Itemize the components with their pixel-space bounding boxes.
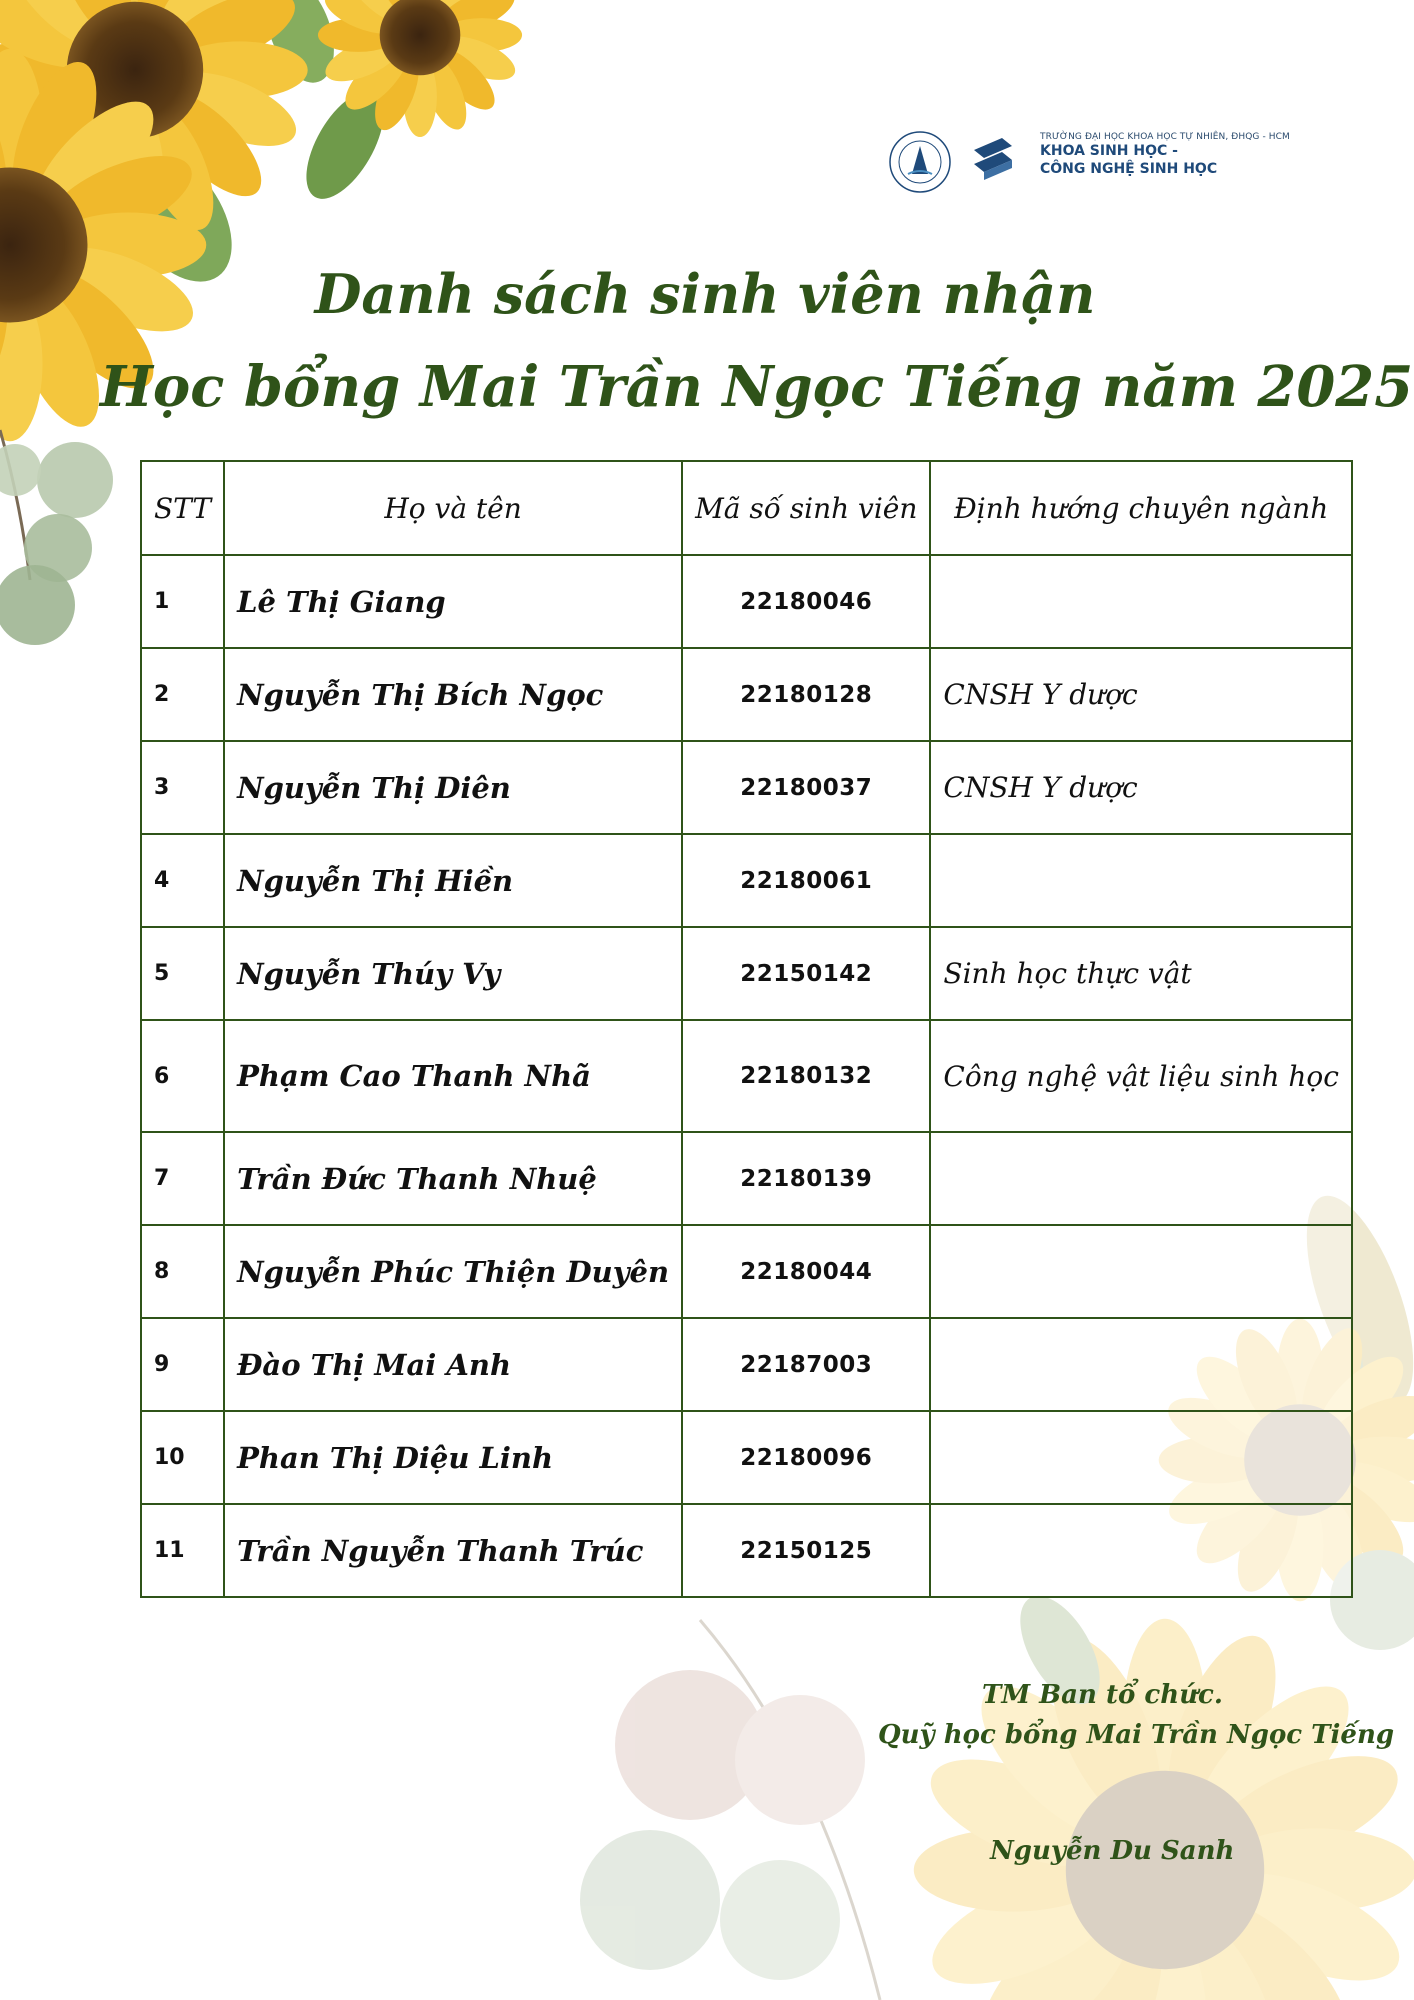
cell-student-id: 22150125 (682, 1504, 930, 1597)
table-row (141, 1132, 1352, 1225)
table-row (141, 1318, 1352, 1411)
cell-name: Phan Thị Diệu Linh (224, 1411, 682, 1504)
cell-stt: 2 (141, 648, 224, 741)
table-row (141, 741, 1352, 834)
cell-stt: 11 (141, 1504, 224, 1597)
cell-student-id: 22180046 (682, 555, 930, 648)
cell-student-id: 22180132 (682, 1020, 930, 1132)
scholarship-recipients-table (140, 460, 1353, 1598)
cell-name: Nguyễn Phúc Thiện Duyên (224, 1225, 682, 1318)
cell-student-id: 22180096 (682, 1411, 930, 1504)
cell-name: Nguyễn Thị Hiền (224, 834, 682, 927)
signature-organizer: TM Ban tổ chức. (982, 1680, 1223, 1710)
table-row (141, 1020, 1352, 1132)
cell-major (930, 834, 1352, 927)
table-row (141, 927, 1352, 1020)
cell-stt: 7 (141, 1132, 224, 1225)
cell-stt: 4 (141, 834, 224, 927)
cell-major: CNSH Y dược (930, 741, 1352, 834)
cell-name: Nguyễn Thúy Vy (224, 927, 682, 1020)
table-row (141, 1504, 1352, 1597)
university-name: TRƯỜNG ĐẠI HỌC KHOA HỌC TỰ NHIÊN, ĐHQG - HCM (1040, 132, 1290, 142)
cell-major (930, 1225, 1352, 1318)
cell-major (930, 1132, 1352, 1225)
cell-major: Công nghệ vật liệu sinh học (930, 1020, 1352, 1132)
table-row (141, 1411, 1352, 1504)
cell-student-id: 22187003 (682, 1318, 930, 1411)
table-row (141, 555, 1352, 648)
header-student-id: Mã số sinh viên (682, 461, 930, 555)
faculty-name-line2: CÔNG NGHỆ SINH HỌC (1040, 161, 1218, 177)
cell-student-id: 22180044 (682, 1225, 930, 1318)
cell-name: Nguyễn Thị Bích Ngọc (224, 648, 682, 741)
cell-stt: 8 (141, 1225, 224, 1318)
eucalyptus-decoration (580, 1620, 880, 2000)
signature-fund-name: Quỹ học bổng Mai Trần Ngọc Tiếng (878, 1720, 1395, 1750)
cell-student-id: 22180139 (682, 1132, 930, 1225)
table-row (141, 834, 1352, 927)
cell-name: Trần Đức Thanh Nhuệ (224, 1132, 682, 1225)
cell-student-id: 22180037 (682, 741, 930, 834)
header-logos (884, 128, 1294, 200)
cell-name: Phạm Cao Thanh Nhã (224, 1020, 682, 1132)
table-header-row (141, 461, 1352, 555)
table-row (141, 1225, 1352, 1318)
faculty-logo (974, 138, 1012, 180)
cell-stt: 5 (141, 927, 224, 1020)
cell-student-id: 22180128 (682, 648, 930, 741)
header-name: Họ và tên (224, 461, 682, 555)
cell-stt: 3 (141, 741, 224, 834)
header-stt: STT (141, 461, 224, 555)
cell-name: Nguyễn Thị Diên (224, 741, 682, 834)
cell-major (930, 1318, 1352, 1411)
cell-name: Trần Nguyễn Thanh Trúc (224, 1504, 682, 1597)
page-title-line2: Học bổng Mai Trần Ngọc Tiếng năm 2025 (100, 354, 1414, 420)
cell-major (930, 1504, 1352, 1597)
table-row (141, 648, 1352, 741)
cell-student-id: 22180061 (682, 834, 930, 927)
cell-name: Đào Thị Mai Anh (224, 1318, 682, 1411)
cell-major (930, 555, 1352, 648)
cell-major: CNSH Y dược (930, 648, 1352, 741)
signature-person-name: Nguyễn Du Sanh (990, 1836, 1235, 1866)
cell-stt: 6 (141, 1020, 224, 1132)
page-title-line1: Danh sách sinh viên nhận (314, 262, 1096, 326)
cell-stt: 1 (141, 555, 224, 648)
university-seal-logo (884, 128, 1034, 198)
cell-name: Lê Thị Giang (224, 555, 682, 648)
cell-stt: 9 (141, 1318, 224, 1411)
cell-major (930, 1411, 1352, 1504)
cell-major: Sinh học thực vật (930, 927, 1352, 1020)
header-major: Định hướng chuyên ngành (930, 461, 1352, 555)
cell-student-id: 22150142 (682, 927, 930, 1020)
cell-stt: 10 (141, 1411, 224, 1504)
faculty-name-line1: KHOA SINH HỌC - (1040, 143, 1178, 159)
